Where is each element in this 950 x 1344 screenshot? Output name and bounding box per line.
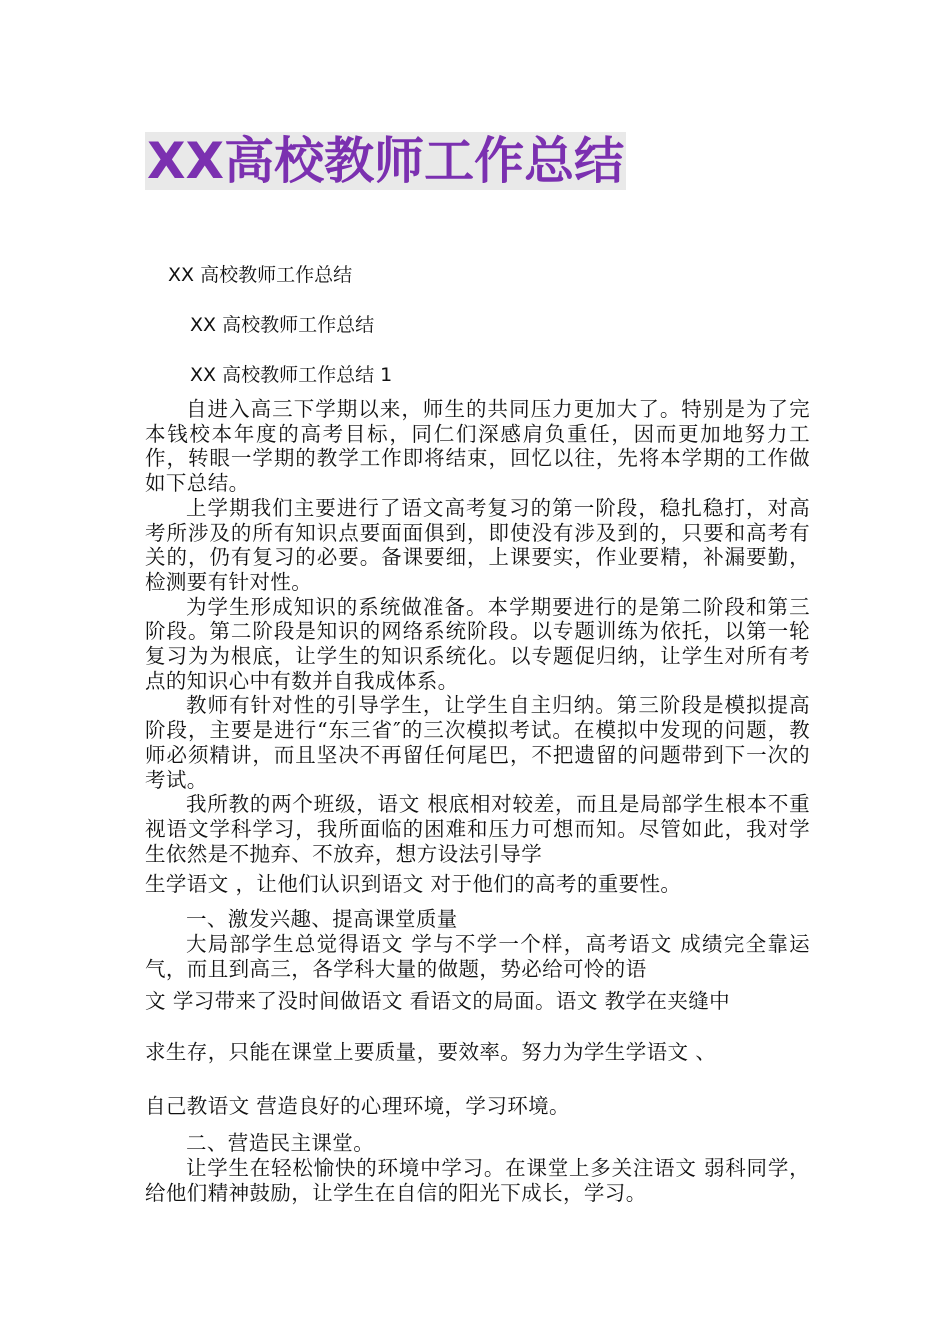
paragraph-5b: 生学语文 ，让他们认识到语文 对于他们的高考的重要性。 bbox=[145, 872, 682, 897]
paragraph-3: 为学生形成知识的系统做准备。本学期要进行的是第二阶段和第三阶段。第二阶段是知识的网络系统阶段。以专题训练为依托，以第一轮复习为为根底，让学生的知识系统化。以专题促归纳，让学生对所有考点的知识心中有数并自我成体系。 bbox=[145, 594, 810, 693]
body-text-block bbox=[145, 397, 810, 1206]
paragraph-6a: 大局部学生总觉得语文 学与不学一个样，高考语文 成绩完全靠运气，而且到高三，各学科大量的做题，势必给可怜的语 bbox=[145, 932, 810, 981]
paragraph-5a: 我所教的两个班级，语文 根底相对较差，而且是局部学生根本不重视语文学科学习，我所面临的困难和压力可想而知。尽管如此，我对学生依然是不抛弃、不放弃，想方设法引导学 bbox=[145, 792, 810, 866]
paragraph-7: 让学生在轻松愉快的环境中学习。在课堂上多关注语文 弱科同学，给他们精神鼓励，让学生在自信的阳光下成长，学习。 bbox=[145, 1156, 810, 1205]
paragraph-1: 自进入高三下学期以来，师生的共同压力更加大了。特别是为了完本钱校本年度的高考目标，同仁们深感肩负重任，因而更加地努力工作，转眼一学期的教学工作即将结束，回忆以往，先将本学期的工作做如下总结。 bbox=[145, 397, 810, 496]
section-heading-2: 二、营造民主课堂。 bbox=[186, 1131, 375, 1156]
title-highlight bbox=[145, 132, 626, 190]
section-heading-1: 一、激发兴趣、提高课堂质量 bbox=[186, 907, 458, 932]
subtitle-1: XX 高校教师工作总结 bbox=[168, 264, 353, 286]
paragraph-6d: 自己教语文 营造良好的心理环境，学习环境。 bbox=[145, 1094, 570, 1119]
paragraph-6c: 求生存，只能在课堂上要质量，要效率。努力为学生学语文 、 bbox=[145, 1040, 717, 1065]
subtitle-3: XX 高校教师工作总结 1 bbox=[190, 364, 393, 386]
subtitle-2: XX 高校教师工作总结 bbox=[190, 314, 375, 336]
paragraph-6b: 文 学习带来了没时间做语文 看语文的局面。语文 教学在夹缝中 bbox=[145, 989, 731, 1014]
paragraph-2: 上学期我们主要进行了语文高考复习的第一阶段，稳扎稳打，对高考所涉及的所有知识点要面面俱到，即使没有涉及到的，只要和高考有关的，仍有复习的必要。备课要细，上课要实，作业要精，补漏要勤，检测要有针对性。 bbox=[145, 495, 810, 594]
document-title: XX高校教师工作总结 bbox=[147, 132, 625, 190]
paragraph-4: 教师有针对性的引导学生，让学生自主归纳。第三阶段是模拟提高阶段，主要是进行“东三省″的三次模拟考试。在模拟中发现的问题，教师必须精讲，而且坚决不再留任何尾巴，不把遗留的问题带到下一次的考试。 bbox=[145, 693, 810, 792]
